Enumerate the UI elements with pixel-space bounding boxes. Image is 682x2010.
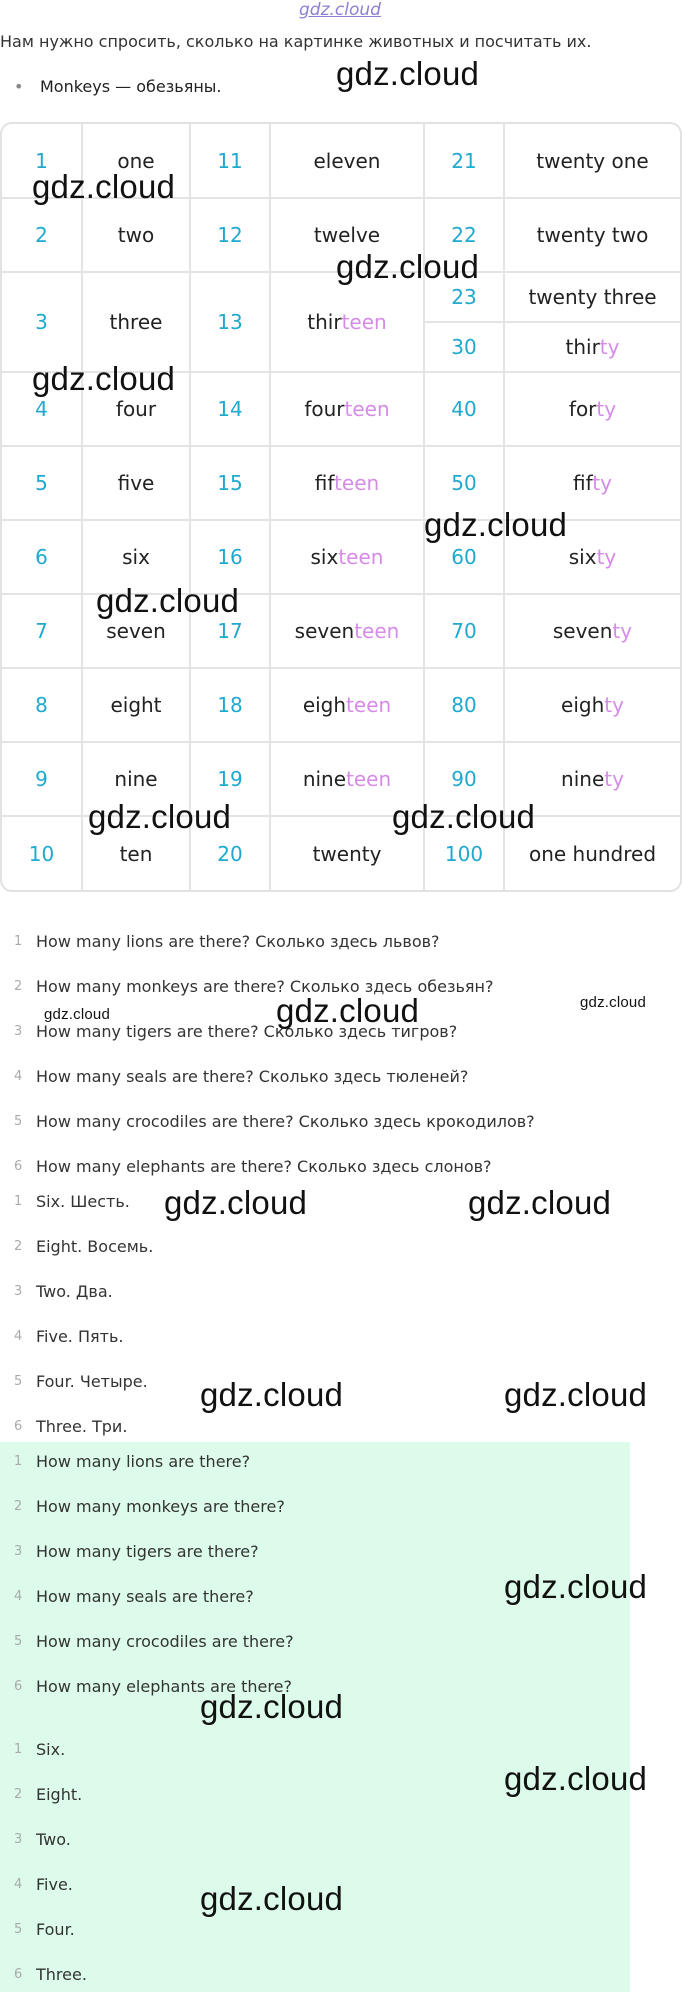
table-cell-word: seven — [82, 594, 190, 668]
suffix-ty: ty — [592, 471, 612, 495]
table-cell-number: 4 — [2, 372, 82, 446]
table-cell-word: eighty — [504, 668, 680, 742]
intro-text: Нам нужно спросить, сколько на картинке животных и посчитать их. — [0, 32, 592, 51]
table-cell-word: fifteen — [270, 446, 424, 520]
watermark: gdz.cloud — [88, 798, 232, 835]
watermark: gdz.cloud — [580, 994, 647, 1011]
list-item: 6 Three. Три. — [14, 1417, 128, 1436]
list-item: 6 How many elephants are there? Сколько здесь слонов? — [14, 1157, 492, 1176]
list-item: 4 How many seals are there? Сколько здесь тюленей? — [14, 1067, 469, 1086]
list-item: 1 How many lions are there? Сколько здесь львов? — [14, 932, 440, 951]
table-cell-word: two — [82, 198, 190, 272]
table-cell-number: 6 — [2, 520, 82, 594]
table-cell-word: twelve — [270, 198, 424, 272]
table-cell-word: one hundred — [504, 816, 680, 890]
table-cell-number: 20 — [190, 816, 270, 890]
table-cell-word: four — [82, 372, 190, 446]
watermark: gdz.cloud — [200, 1880, 344, 1917]
watermark: gdz.cloud — [200, 1688, 344, 1725]
table-cell-number: 23 — [424, 272, 504, 322]
table-cell-word: twenty — [270, 816, 424, 890]
watermark: gdz.cloud — [276, 992, 420, 1029]
table-cell-number: 60 — [424, 520, 504, 594]
table-cell-word: forty — [504, 372, 680, 446]
list-item: 4 How many seals are there? — [14, 1587, 254, 1606]
watermark: gdz.cloud — [468, 1184, 612, 1221]
list-item: 4 Five. Пять. — [14, 1327, 124, 1346]
suffix-ty: ty — [599, 335, 620, 359]
table-cell-word: eleven — [270, 124, 424, 198]
table-cell-number: 1 — [2, 124, 82, 198]
table-cell-number: 70 — [424, 594, 504, 668]
table-cell-word: thirty — [504, 322, 680, 372]
table-cell-word: twenty one — [504, 124, 680, 198]
number-table-card — [0, 122, 682, 892]
table-cell-number: 50 — [424, 446, 504, 520]
table-cell-word: fourteen — [270, 372, 424, 446]
table-cell-number: 17 — [190, 594, 270, 668]
table-cell-word: twenty three — [504, 272, 680, 322]
list-item: 2 Eight. Восемь. — [14, 1237, 154, 1256]
table-cell-word: sixty — [504, 520, 680, 594]
suffix-ty: ty — [612, 619, 633, 643]
table-cell-number: 15 — [190, 446, 270, 520]
watermark: gdz.cloud — [336, 55, 480, 92]
table-cell-word: six — [82, 520, 190, 594]
list-item: 3 How many tigers are there? — [14, 1542, 259, 1561]
table-cell-word: thirteen — [270, 272, 424, 372]
table-cell-number: 8 — [2, 668, 82, 742]
suffix-teen: teen — [346, 693, 392, 717]
table-row — [2, 668, 680, 742]
table-cell-word: ninety — [504, 742, 680, 816]
table-cell-number: 80 — [424, 668, 504, 742]
number-table — [2, 124, 680, 890]
table-cell-number: 21 — [424, 124, 504, 198]
table-cell-word: twenty two — [504, 198, 680, 272]
table-cell-number: 12 — [190, 198, 270, 272]
table-cell-number: 13 — [190, 272, 270, 372]
table-row — [2, 446, 680, 520]
table-cell-number: 11 — [190, 124, 270, 198]
watermark: gdz.cloud — [96, 582, 240, 619]
table-cell-number: 7 — [2, 594, 82, 668]
suffix-ty: ty — [604, 767, 624, 791]
list-item: 6 Three. — [14, 1965, 87, 1984]
table-cell-number: 9 — [2, 742, 82, 816]
suffix-teen: teen — [344, 397, 390, 421]
table-cell-word: three — [82, 272, 190, 372]
table-cell-number: 10 — [2, 816, 82, 890]
list-item: 3 Two. Два. — [14, 1282, 113, 1301]
table-cell-word: fifty — [504, 446, 680, 520]
table-cell-word: one — [82, 124, 190, 198]
watermark: gdz.cloud — [392, 798, 536, 835]
list-item: 5 Four. — [14, 1920, 75, 1939]
table-cell-number: 5 — [2, 446, 82, 520]
list-item: 2 How many monkeys are there? — [14, 1497, 285, 1516]
table-cell-number: 90 — [424, 742, 504, 816]
table-cell-word: ten — [82, 816, 190, 890]
watermark: gdz.cloud — [32, 360, 176, 397]
table-cell-word: seventeen — [270, 594, 424, 668]
list-item: 3 How many tigers are there? Сколько здесь тигров? — [14, 1022, 458, 1041]
list-item: 4 Five. — [14, 1875, 73, 1894]
watermark: gdz.cloud — [504, 1568, 648, 1605]
list-item: 5 Four. Четыре. — [14, 1372, 148, 1391]
suffix-ty: ty — [596, 545, 617, 569]
table-cell-word: nineteen — [270, 742, 424, 816]
suffix-teen: teen — [346, 767, 392, 791]
bullet-item: • Monkeys — обезьяны. — [14, 66, 222, 108]
list-item: 6 How many elephants are there? — [14, 1677, 292, 1696]
table-cell-number: 100 — [424, 816, 504, 890]
table-cell-number: 30 — [424, 322, 504, 372]
table-cell-number: 16 — [190, 520, 270, 594]
list-item: 5 How many crocodiles are there? — [14, 1632, 294, 1651]
table-cell-word: five — [82, 446, 190, 520]
table-cell-number: 18 — [190, 668, 270, 742]
suffix-teen: teen — [341, 310, 387, 334]
table-cell-number: 19 — [190, 742, 270, 816]
list-item: 1 Six. — [14, 1740, 66, 1759]
table-cell-number: 40 — [424, 372, 504, 446]
site-logo[interactable]: gdz.cloud — [299, 0, 381, 20]
suffix-teen: teen — [338, 545, 384, 569]
table-cell-number: 3 — [2, 272, 82, 372]
table-cell-word: nine — [82, 742, 190, 816]
watermark: gdz.cloud — [164, 1184, 308, 1221]
suffix-ty: ty — [596, 397, 617, 421]
table-cell-number: 22 — [424, 198, 504, 272]
suffix-ty: ty — [604, 693, 624, 717]
watermark: gdz.cloud — [504, 1376, 648, 1413]
watermark: gdz.cloud — [504, 1760, 648, 1797]
list-item: 2 Eight. — [14, 1785, 83, 1804]
list-item: 1 How many lions are there? — [14, 1452, 251, 1471]
list-item: 3 Two. — [14, 1830, 71, 1849]
answers-ru-list — [0, 1192, 680, 1462]
suffix-teen: teen — [354, 619, 400, 643]
table-cell-word: eight — [82, 668, 190, 742]
list-item: 2 How many monkeys are there? Сколько здесь обезьян? — [14, 977, 494, 996]
watermark: gdz.cloud — [200, 1376, 344, 1413]
watermark: gdz.cloud — [32, 168, 176, 205]
table-cell-number: 14 — [190, 372, 270, 446]
table-cell-word: sixteen — [270, 520, 424, 594]
watermark: gdz.cloud — [336, 248, 480, 285]
watermark: gdz.cloud — [44, 1006, 111, 1023]
table-cell-number: 2 — [2, 198, 82, 272]
table-cell-word: eighteen — [270, 668, 424, 742]
list-item: 5 How many crocodiles are there? Сколько здесь крокодилов? — [14, 1112, 535, 1131]
table-cell-word: seventy — [504, 594, 680, 668]
watermark: gdz.cloud — [424, 506, 568, 543]
suffix-teen: teen — [334, 471, 380, 495]
list-item: 1 Six. Шесть. — [14, 1192, 130, 1211]
questions-ru-list — [0, 932, 680, 1202]
